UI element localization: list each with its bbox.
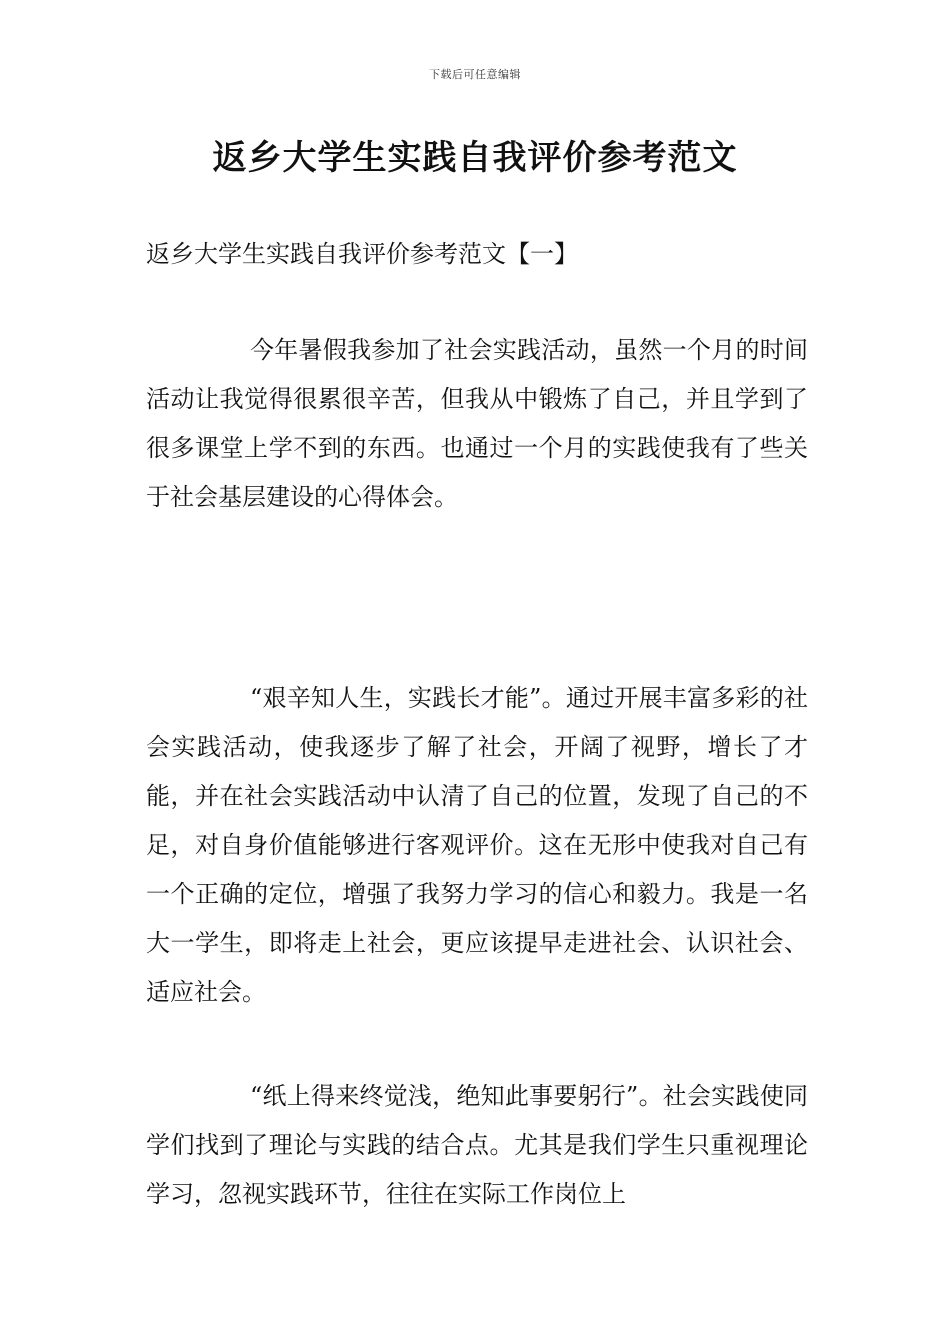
paragraph: “艰辛知人生，实践长才能”。通过开展丰富多彩的社会实践活动，使我逐步了解了社会，开阔了视野，增长了才能，并在社会实践活动中认清了自己的位置，发现了自己的不足，对自身价值能够进行客观评价。这在无形中使我对自己有一个正确的定位，增强了我努力学习的信心和毅力。我是一名大一学生，即将走上社会，更应该提早走进社会、认识社会、适应社会。 xyxy=(146,684,808,1006)
paragraph: 今年暑假我参加了社会实践活动，虽然一个月的时间活动让我觉得很累很辛苦，但我从中锻炼了自己，并且学到了很多课堂上学不到的东西。也通过一个月的实践使我有了些关于社会基层建设的心得体会。 xyxy=(146,336,808,511)
section-heading: 返乡大学生实践自我评价参考范文【一】 xyxy=(146,240,578,268)
paragraph: “纸上得来终觉浅，绝知此事要躬行”。社会实践使同学们找到了理论与实践的结合点。尤其是我们学生只重视理论学习，忽视实践环节，往往在实际工作岗位上 xyxy=(146,1082,808,1208)
document-title: 返乡大学生实践自我评价参考范文 xyxy=(212,138,738,178)
header-note: 下载后可任意编辑 xyxy=(429,68,521,81)
